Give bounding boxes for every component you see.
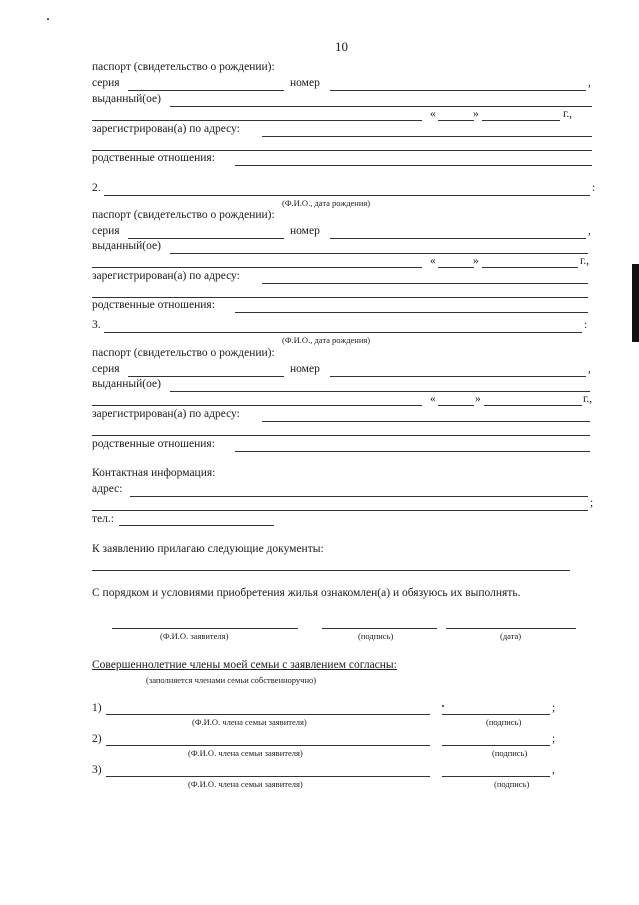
series-label: серия (92, 77, 120, 89)
agreement-text: С порядком и условиями приобретения жилья ознакомлен(а) и обязуюсь их выполнять. (92, 587, 521, 599)
issue-month-field[interactable] (482, 120, 560, 121)
applicant-fio-field[interactable] (112, 628, 298, 629)
documents-text: К заявлению прилагаю следующие документы: (92, 543, 324, 555)
family-row-index: 3) (92, 764, 102, 776)
family-heading: Совершеннолетние члены моей семьи с заявлением согласны: (92, 659, 397, 671)
series-label: серия (92, 363, 120, 375)
passport-label: паспорт (свидетельство о рождении): (92, 61, 275, 73)
registered-field[interactable] (262, 421, 590, 422)
address-label: адрес: (92, 483, 123, 495)
registered-field-continued[interactable] (92, 297, 588, 298)
family-fio-caption: (Ф.И.О. члена семьи заявителя) (188, 748, 303, 758)
documents-field[interactable] (92, 570, 570, 571)
issued-field-continued[interactable] (92, 267, 422, 268)
open-quote: « (430, 108, 436, 120)
family-sign-field[interactable] (442, 745, 550, 746)
registered-field[interactable] (262, 283, 588, 284)
year-mark: г., (580, 255, 590, 267)
family-row-end: , (552, 764, 555, 776)
issued-field[interactable] (170, 106, 592, 107)
family-row-index: 1) (92, 702, 102, 714)
passport-label: паспорт (свидетельство о рождении): (92, 209, 275, 221)
open-quote: « (430, 255, 436, 267)
family-note: (заполняется членами семьи собственноручно) (146, 675, 317, 685)
comma: , (588, 225, 591, 237)
page-number: 10 (335, 39, 348, 54)
applicant-sign-caption: (подпись) (358, 631, 394, 641)
relation-field[interactable] (235, 165, 592, 166)
number-label: номер (290, 363, 320, 375)
year-mark: г., (563, 108, 573, 120)
series-field[interactable] (128, 376, 284, 377)
open-quote: « (430, 393, 436, 405)
applicant-date-field[interactable] (446, 628, 576, 629)
applicant-fio-caption: (Ф.И.О. заявителя) (160, 631, 229, 641)
issue-month-field[interactable] (484, 405, 582, 406)
registered-label: зарегистрирован(а) по адресу: (92, 270, 240, 282)
registered-field-continued[interactable] (92, 435, 590, 436)
family-sign-caption: (подпись) (486, 717, 522, 727)
registered-field[interactable] (262, 136, 592, 137)
series-label: серия (92, 225, 120, 237)
address-field-continued[interactable] (92, 510, 588, 511)
phone-field[interactable] (119, 525, 274, 526)
relation-field[interactable] (235, 312, 588, 313)
address-field[interactable] (130, 496, 588, 497)
issued-label: выданный(ое) (92, 93, 161, 105)
number-field[interactable] (330, 90, 586, 91)
member-index: 2. (92, 182, 101, 194)
family-row-end: ; (552, 733, 556, 745)
number-field[interactable] (330, 238, 586, 239)
issue-day-field[interactable] (438, 120, 474, 121)
phone-label: тел.: (92, 513, 114, 525)
member-fio-field[interactable] (104, 332, 582, 333)
fio-dob-caption: (Ф.И.О., дата рождения) (282, 335, 371, 345)
comma: , (588, 77, 591, 89)
family-row-end: ; (552, 702, 556, 714)
issued-field[interactable] (170, 253, 588, 254)
issued-label: выданный(ое) (92, 240, 161, 252)
passport-label: паспорт (свидетельство о рождении): (92, 347, 275, 359)
number-label: номер (290, 77, 320, 89)
series-field[interactable] (128, 90, 284, 91)
series-field[interactable] (128, 238, 284, 239)
fio-dob-caption: (Ф.И.О., дата рождения) (282, 198, 371, 208)
family-sign-field[interactable] (442, 776, 550, 777)
number-field[interactable] (330, 376, 586, 377)
applicant-sign-field[interactable] (322, 628, 437, 629)
member-index: 3. (92, 319, 101, 331)
comma: , (588, 363, 591, 375)
relation-label: родственные отношения: (92, 438, 215, 450)
number-label: номер (290, 225, 320, 237)
family-sign-field[interactable] (442, 714, 550, 715)
issue-month-field[interactable] (482, 267, 578, 268)
year-mark: г., (583, 393, 593, 405)
relation-field[interactable] (235, 451, 590, 452)
family-fio-field[interactable] (106, 776, 430, 777)
registered-field-continued[interactable] (92, 150, 592, 151)
issued-field[interactable] (170, 391, 590, 392)
family-sign-caption: (подпись) (494, 779, 530, 789)
scan-speck (442, 705, 444, 707)
close-quote: » (473, 108, 479, 120)
family-row-index: 2) (92, 733, 102, 745)
member-fio-field[interactable] (104, 195, 590, 196)
family-sign-caption: (подпись) (492, 748, 528, 758)
family-fio-field[interactable] (106, 714, 430, 715)
family-fio-caption: (Ф.И.О. члена семьи заявителя) (192, 717, 307, 727)
relation-label: родственные отношения: (92, 299, 215, 311)
close-quote: » (473, 255, 479, 267)
applicant-date-caption: (дата) (500, 631, 522, 641)
registered-label: зарегистрирован(а) по адресу: (92, 123, 240, 135)
contact-heading: Контактная информация: (92, 467, 216, 479)
issued-field-continued[interactable] (92, 405, 422, 406)
registered-label: зарегистрирован(а) по адресу: (92, 408, 240, 420)
family-fio-caption: (Ф.И.О. члена семьи заявителя) (188, 779, 303, 789)
issued-field-continued[interactable] (92, 120, 422, 121)
family-fio-field[interactable] (106, 745, 430, 746)
scan-speck (47, 18, 49, 20)
issued-label: выданный(ое) (92, 378, 161, 390)
colon: : (584, 319, 588, 331)
close-quote: » (475, 393, 481, 405)
colon: : (592, 182, 596, 194)
issue-day-field[interactable] (438, 405, 474, 406)
relation-label: родственные отношения: (92, 152, 215, 164)
page-edge-mark (632, 264, 639, 342)
semicolon: ; (590, 497, 594, 509)
issue-day-field[interactable] (438, 267, 474, 268)
